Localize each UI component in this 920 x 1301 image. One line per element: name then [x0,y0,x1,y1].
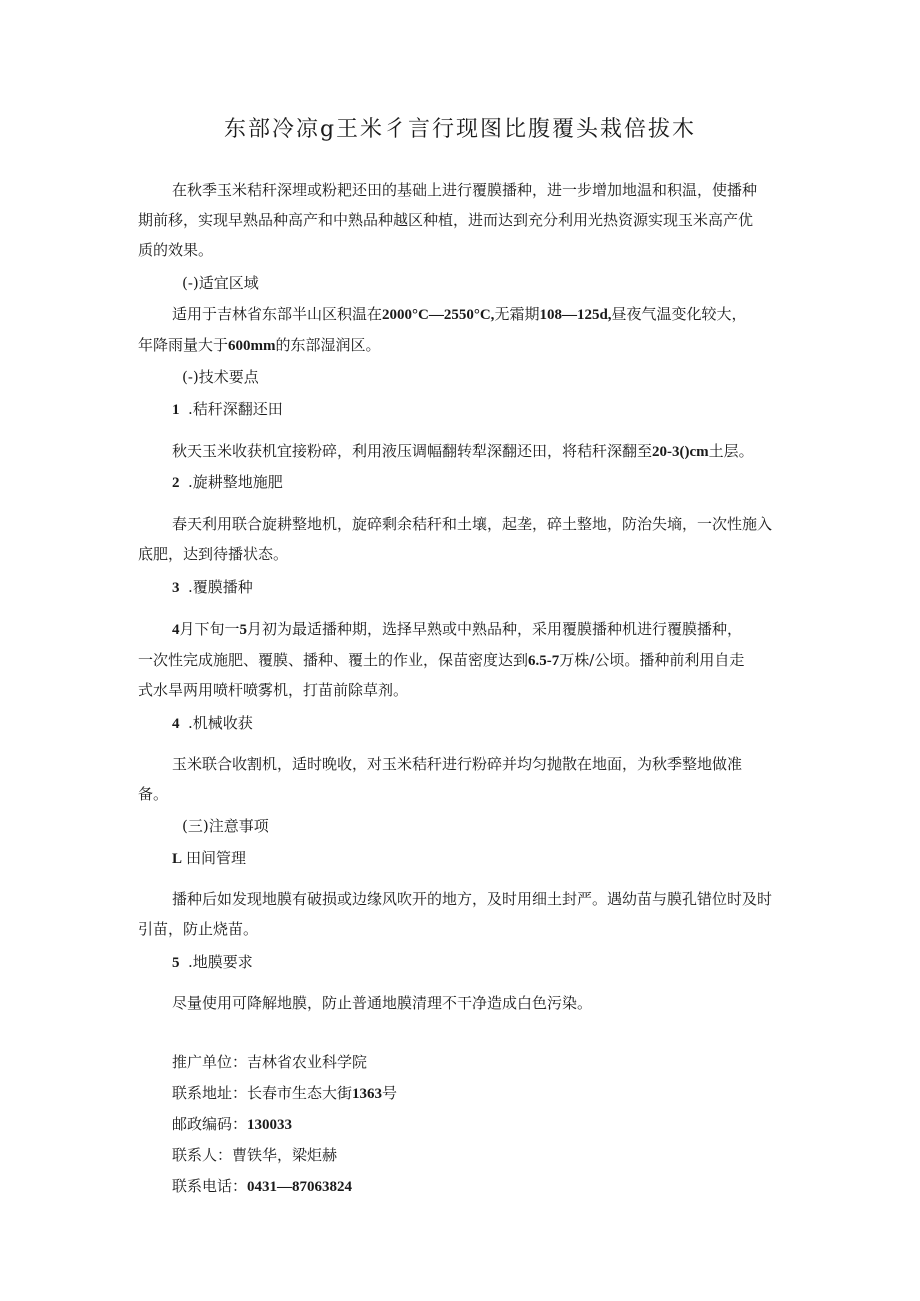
contact-address-label: 联系地址： [172,1084,248,1102]
contact-zip [172,1114,292,1135]
note-2-title: .地膜要求 [188,953,253,971]
contact-person-label: 联系人： [172,1146,233,1164]
intro-line-2: 期前移，实现早熟品种高产和中熟品种越区种植，进而达到充分利用光热资源实现玉米高产优 [138,211,754,229]
item-4-number: 4 [172,716,180,732]
item-3-text-b: 月下旬一 [179,620,240,638]
contact-phone [172,1176,352,1197]
contact-unit-label: 推广单位： [172,1053,248,1071]
region-text-a: 适用于吉林省东部半山区积温在 [172,305,383,323]
region-text-g: 的东部湿润区。 [275,336,381,354]
item-3-line-1 [172,619,742,640]
item-3-density: 6.5-7 [528,653,560,669]
item-1-title: .秸秆深翻还田 [188,400,283,418]
document-title: 东部冷凉g王米彳言行现图比腹覆头栽倍拔木 [223,117,697,142]
item-1-text-a: 秋天玉米收获机宜接粉碎，利用液压调幅翻转犁深翻还田，将秸秆深翻至 [172,442,653,460]
item-3-text-d: 月初为最适播种期，选择早熟或中熟品种，采用覆膜播种机进行覆膜播种， [247,620,743,638]
section-heading-region: (-)适宜区域 [182,274,259,292]
contact-address-number: 1363 [352,1086,383,1102]
contact-phone-value: 0431—87063824 [247,1179,353,1195]
intro-line-1: 在秋季玉米秸秆深埋或粉耙还田的基础上进行覆膜播种，进一步增加地温和积温，使播种 [172,181,758,199]
region-text-c: 无霜期 [494,305,540,323]
item-3-heading [172,577,253,598]
contact-unit [172,1052,367,1072]
contact-zip-label: 邮政编码： [172,1115,248,1133]
item-3-line-2 [138,650,744,671]
contact-phone-label: 联系电话： [172,1177,248,1195]
item-4-line-1: 玉米联合收割机，适时晚收，对玉米秸秆进行粉碎并均匀抛散在地面，为秋季整地做准 [172,755,743,773]
contact-zip-value: 130033 [247,1117,293,1133]
item-4-line-2: 备。 [138,785,169,803]
item-2-heading [172,472,283,493]
note-2-heading [172,952,253,973]
contact-person [172,1145,337,1165]
item-1-text-b: 土层。 [708,442,754,460]
region-line-2 [138,335,381,356]
item-3-text-e: 一次性完成施肥、覆膜、播种、覆土的作业，保苗密度达到 [138,651,529,669]
contact-unit-value: 吉林省农业科学院 [247,1053,368,1071]
region-temp-range: 2000°C—2550°C, [382,307,495,323]
item-1-depth: 20-3()cm [652,444,709,460]
note-1-line-2: 引苗，防止烧苗。 [138,920,259,938]
note-1-title: 田间管理 [186,849,247,867]
note-1-line-1: 播种后如发现地膜有破损或边缘风吹开的地方，及时用细土封严。遇幼苗与膜孔错位时及时 [172,890,773,908]
region-rainfall: 600mm [228,338,276,354]
note-1-number: L [172,851,183,867]
item-1-text [172,441,754,462]
item-4-heading [172,713,253,734]
item-4-title: .机械收获 [188,714,253,732]
intro-line-3: 质的效果。 [138,241,214,259]
region-text-f: 年降雨量大于 [138,336,229,354]
section-heading-tech: (-)技术要点 [182,368,259,386]
item-1-heading [172,399,283,420]
item-3-month-5: 5 [239,622,248,638]
contact-person-value: 曹铁华，梁炬赫 [232,1146,338,1164]
section-heading-notes: (三)注意事项 [182,817,269,835]
region-text-e: 昼夜气温变化较大， [611,305,747,323]
contact-address-street: 长春市生态大街 [247,1084,353,1102]
item-2-line-1: 春天利用联合旋耕整地机，旋碎剩余秸秆和土壤，起垄，碎土整地，防治失墒，一次性施入 [172,515,773,533]
item-2-number: 2 [172,475,180,491]
item-3-line-3: 式水旱两用喷杆喷雾机，打苗前除草剂。 [138,681,409,699]
region-line-1 [172,304,747,325]
item-3-month-4: 4 [172,622,180,638]
note-2-number: 5 [172,955,180,971]
item-3-title: .覆膜播种 [188,578,253,596]
item-3-number: 3 [172,580,180,596]
item-2-title: .旋耕整地施肥 [188,473,283,491]
region-frost-free: 108—125d, [539,307,612,323]
item-1-number: 1 [172,402,180,418]
item-2-line-2: 底肥，达到待播状态。 [138,545,289,563]
item-3-text-g: 万株/公顷。播种前利用自走 [559,651,745,669]
note-2-line-1: 尽量使用可降解地膜，防止普通地膜清理不干净造成白色污染。 [172,994,593,1012]
note-1-heading [172,848,246,869]
contact-address [172,1083,397,1104]
contact-address-suffix: 号 [382,1084,398,1102]
